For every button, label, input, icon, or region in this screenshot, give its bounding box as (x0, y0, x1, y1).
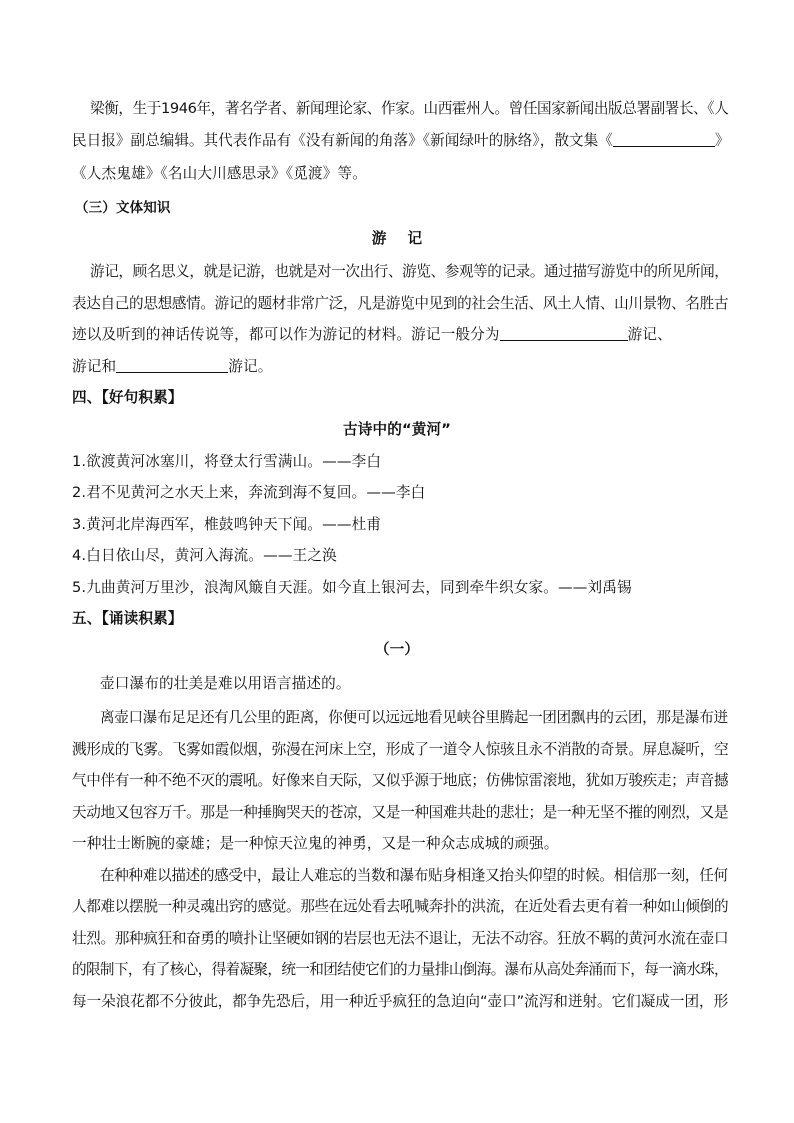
genre-para-4b: 游记。 (228, 358, 273, 375)
poem-collection-title: 古诗中的“黄河” (343, 421, 451, 438)
reading-line: 气中伴有一种不绝不灭的震吼。好像来自天际，又似乎源于地底；仿佛惊雷滚地，犹如万骏疾走；声音撼 (72, 772, 729, 789)
bio-line-3: 《人杰鬼雄》《名山大川感思录》《觅渡》等。 (72, 165, 368, 182)
poem-line-2: 2.君不见黄河之水天上来，奔流到海不复回。——李白 (72, 484, 426, 501)
fill-blank (613, 132, 715, 147)
reading-line: 每一朵浪花都不分彼此，都争先恐后，用一种近乎疯狂的急迫向“壶口”流泻和迸射。它们凝成一团，形 (72, 993, 729, 1010)
reading-line: 人都难以摆脱一种灵魂出窍的感觉。那些在远处看去吼喊奔扑的洪流，在近处看去更有着一种如山倾倒的 (72, 898, 729, 915)
genre-para-4a: 游记和 (72, 358, 117, 375)
section-heading-sentences: 四、【好句积累】 (72, 389, 183, 406)
poem-line-3: 3.黄河北岸海西军，椎鼓鸣钟天下闻。——杜甫 (72, 516, 382, 533)
bio-line-2-text: 民日报》副总编辑。其代表作品有《没有新闻的角落》《新闻绿叶的脉络》，散文集《 (72, 132, 613, 149)
reading-subsection-number: （一） (374, 641, 420, 658)
section-heading-genre: （三）文体知识 (75, 200, 171, 216)
genre-title: 游 记 (371, 230, 423, 247)
reading-line: 一种壮士断腕的豪雄；是一种惊天泣鬼的神勇，又是一种众志成城的顽强。 (72, 835, 559, 852)
genre-para-3a: 迹以及听到的神话传说等，都可以作为游记的材料。游记一般分为 (72, 326, 500, 343)
poem-line-4: 4.白日依山尽，黄河入海流。——王之涣 (72, 547, 337, 564)
reading-line: 天动地又包容万千。那是一种捶胸哭天的苍凉，又是一种国难共赴的悲壮；是一种无坚不摧的刚烈，又是 (72, 804, 729, 821)
reading-line: 在种种难以描述的感受中，最让人难忘的当数和瀑布贴身相逢又抬头仰望的时候。相信那一刻，任何 (100, 867, 728, 884)
reading-line: 壶口瀑布的壮美是难以用语言描述的。 (100, 675, 351, 692)
genre-para-line-2: 表达自己的思想感情。游记的题材非常广泛，凡是游览中见到的社会生活、风土人情、山川景物、名胜古 (72, 295, 729, 312)
bio-line-1: 梁衡，生于1946年，著名学者、新闻理论家、作家。山西霍州人。曾任国家新闻出版总署副署长、《人 (90, 100, 729, 117)
genre-para-line-1: 游记，顾名思义，就是记游，也就是对一次出行、游览、参观等的记录。通过描写游览中的所见所闻， (90, 263, 729, 280)
reading-line: 离壶口瀑布足足还有几公里的距离，你便可以远远地看见峡谷里腾起一团团飘冉的云团，那是瀑布迸 (100, 709, 728, 726)
section-heading-reading: 五、【诵读积累】 (72, 610, 183, 627)
reading-line: 溅形成的飞雾。飞雾如霞似烟，弥漫在河床上空，形成了一道令人惊骇且永不消散的奇景。屏息凝听，空 (72, 741, 729, 758)
bio-line-2-end: 》 (714, 132, 730, 149)
bio-line-2 (72, 131, 729, 151)
reading-line: 的限制下，有了核心，得着凝聚，统一和团结使它们的力量排山倒海。瀑布从高处奔涌而下，每一滴水珠， (72, 961, 728, 978)
fill-blank (116, 358, 228, 373)
genre-para-line-3 (72, 325, 672, 345)
fill-blank (500, 326, 628, 341)
reading-line: 壮烈。那种疯狂和奋勇的喷扑让坚硬如钢的岩层也无法不退让，无法不动容。狂放不羁的黄河水流在壶口 (72, 930, 729, 947)
poem-line-1: 1.欲渡黄河冰塞川，将登太行雪满山。——李白 (72, 453, 382, 470)
genre-para-3b: 游记、 (627, 326, 672, 343)
genre-para-line-4 (72, 357, 272, 377)
poem-line-5: 5.九曲黄河万里沙，浪淘风簸自天涯。如今直上银河去，同到牵牛织女家。——刘禹锡 (72, 579, 632, 596)
